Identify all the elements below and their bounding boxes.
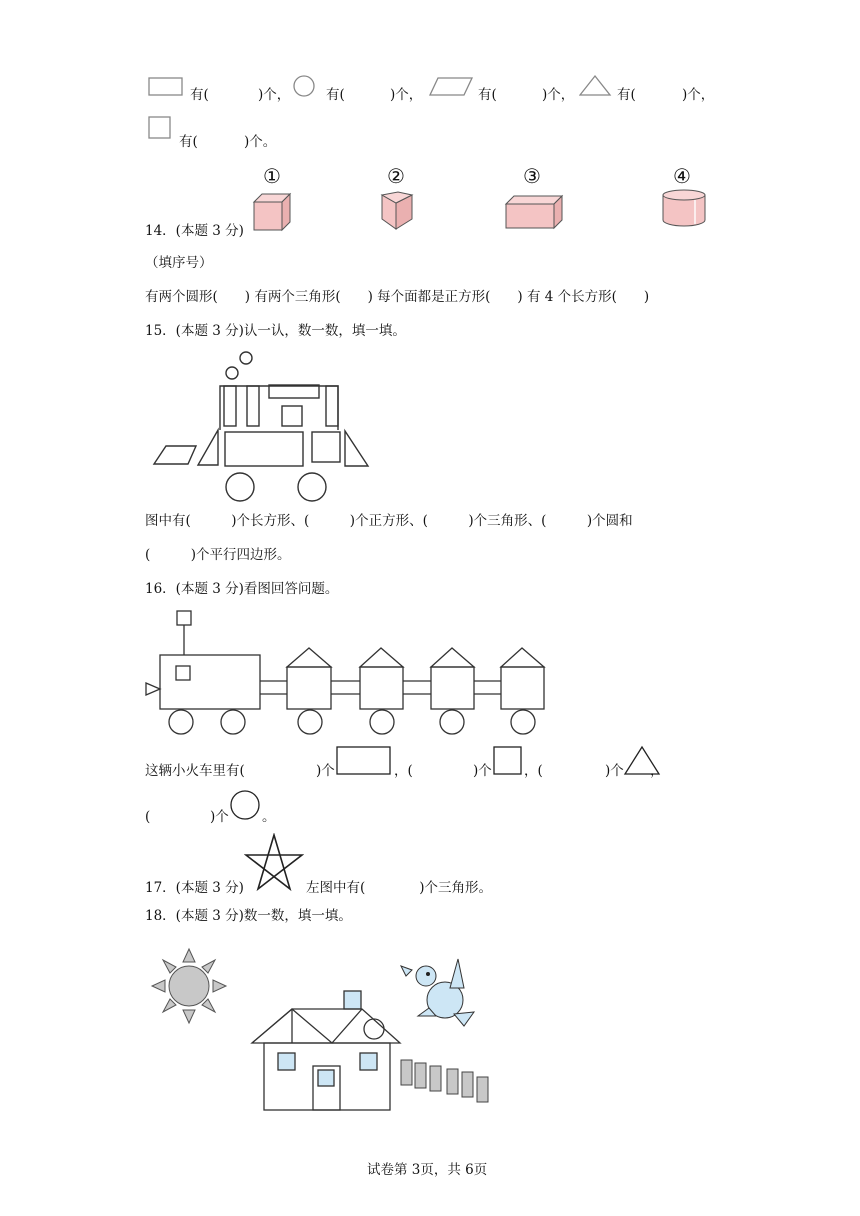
- q17-text: 左图中有( )个三角形。: [306, 880, 493, 896]
- square-shape-icon: [148, 116, 172, 140]
- solid-label-4: ④: [673, 164, 691, 188]
- q13-rect-close: )个，: [258, 87, 291, 103]
- cube-figure: [252, 192, 294, 232]
- parallelogram-shape-icon: [428, 76, 474, 98]
- q13-square-close: )个。: [244, 134, 277, 150]
- q13-circle-close: )个，: [390, 87, 423, 103]
- bird-figure: [398, 956, 480, 1030]
- q14-number: 14．(本题 3 分): [145, 223, 244, 239]
- solid-label-2: ②: [387, 164, 405, 188]
- sun-figure: [149, 946, 229, 1026]
- circle-icon: [229, 789, 263, 821]
- q14-note: （填序号）: [145, 255, 213, 271]
- q16-line2a: (: [145, 809, 151, 825]
- shape-train-figure: [148, 348, 374, 504]
- circle-shape-icon: [291, 74, 317, 100]
- q13-square-has: 有(: [179, 134, 198, 150]
- train-figure: [144, 606, 548, 738]
- square-icon: [493, 746, 523, 776]
- triangle-shape-icon: [579, 74, 613, 98]
- q16-line2c: 。: [262, 809, 276, 825]
- steps-figure: [398, 1057, 492, 1107]
- star-figure: [244, 833, 304, 893]
- q13-para-close: )个，: [542, 87, 575, 103]
- solid-label-3: ③: [523, 164, 541, 188]
- cylinder-figure: [661, 188, 707, 228]
- q16-line2b: )个: [210, 809, 229, 825]
- rectangle-shape-icon: [148, 77, 184, 97]
- q13-tri-has: 有(: [617, 87, 636, 103]
- q16-line1c: ，(: [394, 763, 413, 779]
- q15-line2: ( )个平行四边形。: [145, 547, 291, 563]
- q16-line1g: ，: [650, 763, 664, 779]
- q18-number: 18．(本题 3 分)数一数，填一填。: [145, 908, 352, 924]
- q15-line1: 图中有( )个长方形、( )个正方形、( )个三角形、( )个圆和: [145, 513, 633, 529]
- q14-questions: 有两个圆形( ) 有两个三角形( ) 每个面都是正方形( ) 有 4 个长方形( ): [145, 289, 650, 305]
- cuboid-figure: [504, 194, 564, 230]
- q16-line1b: )个: [316, 763, 335, 779]
- q16-number: 16．(本题 3 分)看图回答问题。: [145, 581, 339, 597]
- q13-rect-has: 有(: [190, 87, 209, 103]
- triangular-prism-figure: [380, 191, 414, 231]
- q13-para-has: 有(: [478, 87, 497, 103]
- solid-label-1: ①: [263, 164, 281, 188]
- house-figure: [250, 987, 410, 1115]
- page-footer: 试卷第 3页，共 6页: [367, 1162, 488, 1178]
- q13-circle-has: 有(: [326, 87, 345, 103]
- q16-line1f: )个: [605, 763, 624, 779]
- q17-number: 17．(本题 3 分): [145, 880, 244, 896]
- q16-line1a: 这辆小火车里有(: [145, 763, 245, 779]
- rectangle-icon: [336, 746, 392, 776]
- q13-tri-close: )个，: [682, 87, 715, 103]
- q16-line1e: ，(: [524, 763, 543, 779]
- q15-number: 15．(本题 3 分)认一认，数一数，填一填。: [145, 323, 406, 339]
- q16-line1d: )个: [473, 763, 492, 779]
